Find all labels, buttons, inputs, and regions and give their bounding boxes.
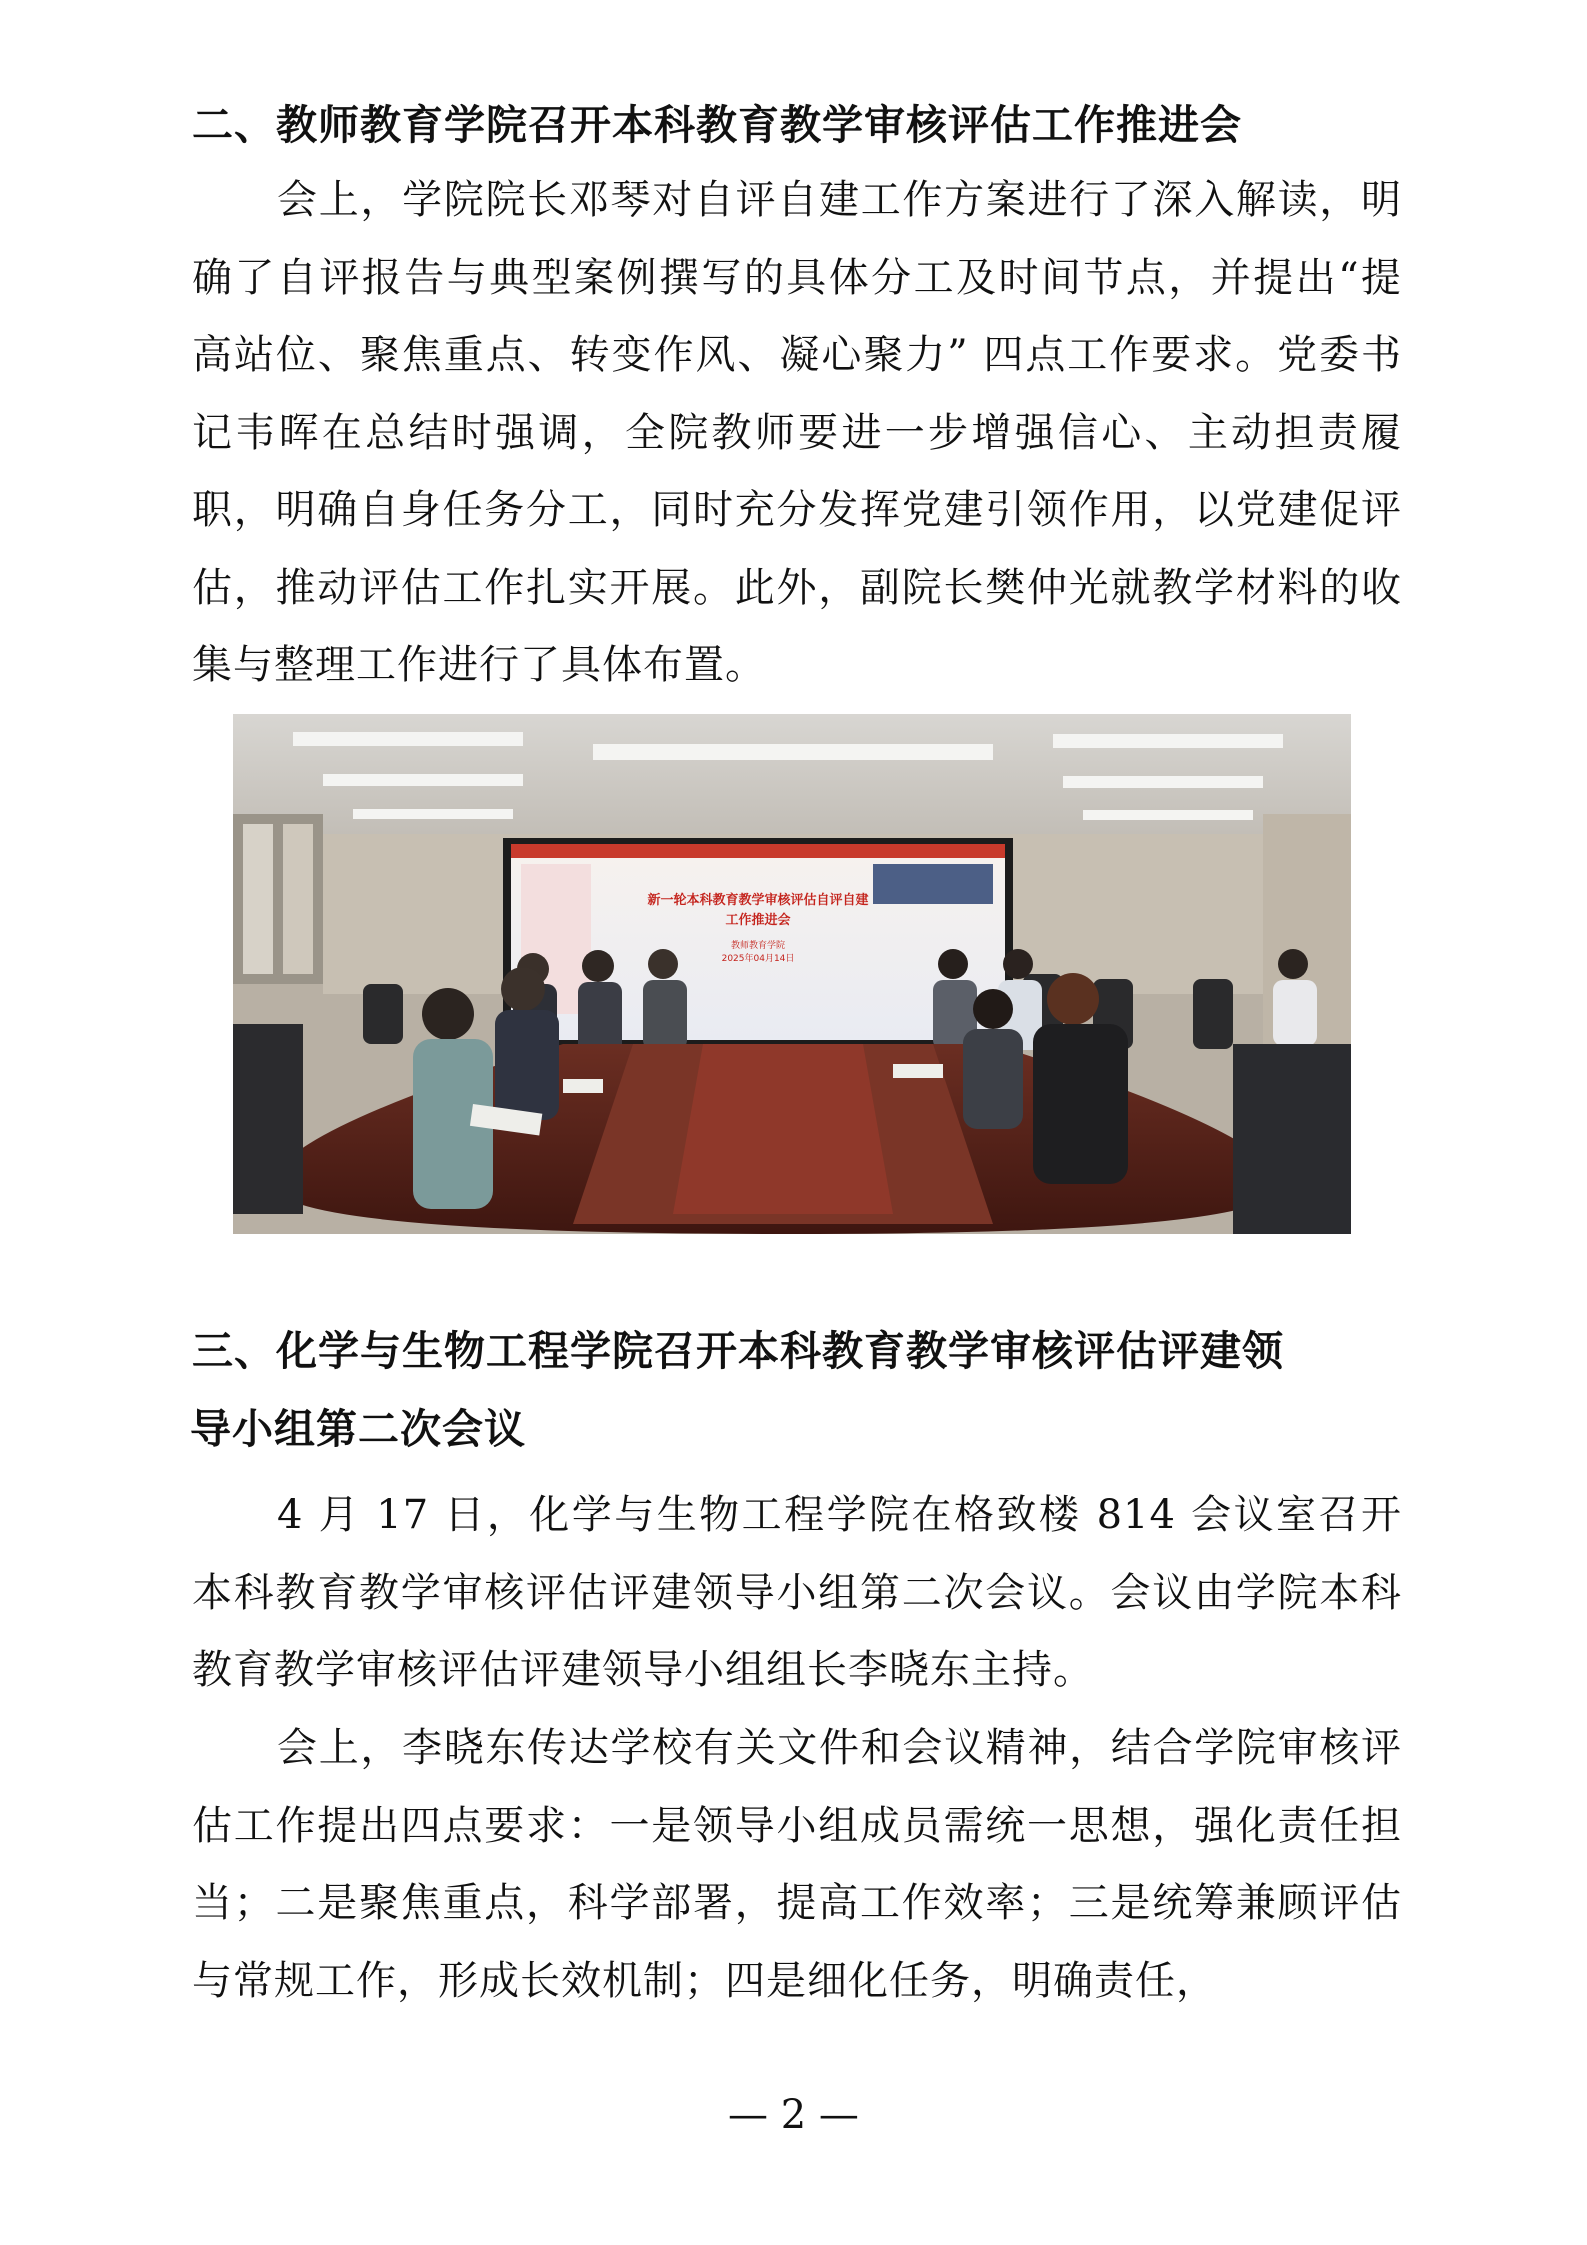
screen-title-line1: 新一轮本科教育教学审核评估自评自建 [647,893,869,908]
section-2-heading: 二、教师教育学院召开本科教育教学审核评估工作推进会 [192,101,1242,149]
section-3-heading-line-2: 导小组第二次会议 [190,1405,526,1453]
meeting-photo-illustration [233,714,1351,1234]
page-number: — 2 — [728,2092,859,2138]
section-3-heading [192,1312,1402,1468]
screen-date: 2025年04月14日 [721,954,795,964]
screen-title-line2: 工作推进会 [725,913,791,928]
meeting-photo [233,714,1351,1234]
section-3-paragraph-2: 会上，李晓东传达学校有关文件和会议精神，结合学院审核评估工作提出四点要求：一是领导小组成员需统一思想，强化责任担当；二是聚焦重点，科学部署，提高工作效率；三是统筹兼顾评估与常规工作，形成长效机制；四是细化任务，明确责任， [192,1725,1402,2004]
section-3-heading-line-1: 三、化学与生物工程学院召开本科教育教学审核评估评建领 [192,1327,1284,1375]
section-3-paragraph-1: 4 月 17 日，化学与生物工程学院在格致楼 814 会议室召开本科教育教学审核评估评建领导小组第二次会议。会议由学院本科教育教学审核评估评建领导小组组长李晓东主持。 [192,1492,1402,1693]
screen-org: 教师教育学院 [730,941,786,951]
section-2-paragraph: 会上，学院院长邓琴对自评自建工作方案进行了深入解读，明确了自评报告与典型案例撰写的具体分工及时间节点，并提出“提高站位、聚焦重点、转变作风、凝心聚力” 四点工作要求。党委书记韦晖在总结时强调，全院教师要进一步增强信心、主动担责履职，明确自身任务分工，同时充分发挥党建引领作用，以党建促评估，推动评估工作扎实开展。此外，副院长樊仲光就教学材料的收集与整理工作进行了具体布置。 [192,177,1402,688]
